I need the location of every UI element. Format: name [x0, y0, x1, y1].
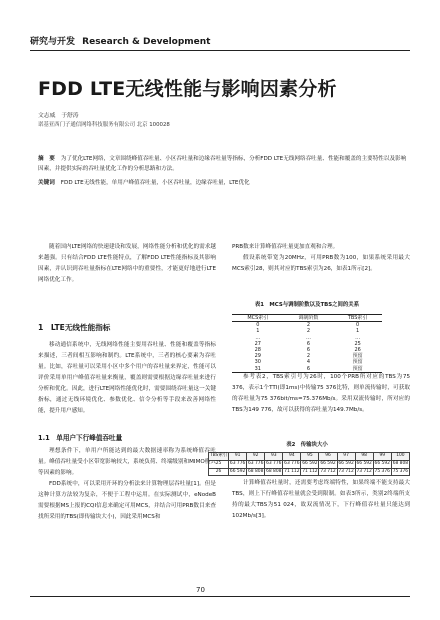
- section-1-1-text1: 理想条件下，单用户所能达到的最大数据速率称为系统峰值吞吐量。峰值吞吐量受小区带宽影响较大，系统负荷、终端级别和MIMO模式等因素的影响。: [38, 448, 216, 476]
- table-1-cell: 1: [256, 328, 260, 335]
- table-1-header-cell: TBS索引: [347, 315, 368, 321]
- table-2-header-cell: 98: [355, 453, 373, 461]
- right-para-2: 假设系统带宽为20MHz，可用PRB数为100，如果系统采用最大MCS索引28，则其对应的TBS索引为26，如表1所示[2]。: [232, 255, 410, 272]
- table-2-header-row: [209, 453, 410, 461]
- table-2-header-cell: 92: [247, 453, 265, 461]
- table-1-cell: 0: [256, 322, 260, 329]
- table-2-cell: 26: [209, 468, 229, 476]
- table-2-cell: 73 712: [319, 468, 337, 476]
- paper-authors: 文志威 于舒涛: [38, 113, 79, 119]
- intro-paragraph: [38, 242, 216, 286]
- section-1-1-body: [38, 446, 216, 523]
- table-2-header-cell: 91: [229, 453, 247, 461]
- table-2-cell: 71 112: [283, 468, 301, 476]
- table-1-cell: …: [255, 334, 261, 341]
- table-1-cell: 4: [306, 359, 311, 366]
- table-2-cell: 75 376: [391, 468, 409, 476]
- table-1-row: [232, 335, 382, 341]
- page-number: 70: [196, 586, 205, 594]
- right-para-1: PRB数来计算峰值吞吐量更加直观和合理。: [232, 244, 339, 250]
- table-2-cell: 71 112: [301, 468, 319, 476]
- table-2-cell: 63 776: [247, 460, 265, 468]
- table-1-cell: 2: [306, 322, 311, 329]
- journal-header: [30, 36, 410, 51]
- keywords-text: FDD LTE无线性能，单用户峰值吞吐量，小区吞吐量，边缘吞吐量，LTE优化: [60, 180, 250, 186]
- table-1-cell: …: [355, 334, 361, 341]
- table-1-header-row: [232, 315, 382, 322]
- intro-text: 随着国内LTE网络的快速建设和发展，网络性能分析和优化的需求越来越强。只有结合FDD LTE性能特点，了解FDD LTE性能指标及其影响因素，并认识到吞吐量指标在LTE网络中的重要性，才能更好地进行LTE网络优化工作。: [38, 244, 216, 283]
- table-2-header-cell: 96: [319, 453, 337, 461]
- table-2-cell: 73 712: [337, 468, 355, 476]
- table-1-caption: 表1 MCS与调制阶数以及TBS之间的关系: [254, 302, 360, 308]
- table-2-row: [209, 468, 410, 476]
- table-2-cell: 66 592: [229, 468, 247, 476]
- table-1-cell: 6: [306, 340, 311, 347]
- section-1-heading: 1 LTE无线性能指标: [38, 323, 111, 332]
- abstract-label: 摘 要: [38, 156, 55, 162]
- table-2-cell: 68 808: [391, 460, 409, 468]
- table-1-cell: 预留: [352, 359, 363, 366]
- section-1-text: 移动通信系统中，无线网络性能主要用吞吐量、性能和覆盖等指标来描述，三者间相互影响和制约。LTE系统中，三者的核心要素为吞吐量。比如，吞吐量可以采用小区中多个用户的吞吐量来界定，性能可以评价采用单用户峰值吞吐量来衡量，覆盖则需要根据边缘吞吐量来进行分析和优化。因此，进行LTE网络性能优化时，需要围绕吞吐量这一关键指标，通过无线环境优化、参数优化、信令分析等手段来改善网络性能，提升用户感知。: [38, 342, 216, 414]
- abstract-text: 为了优化LTE网络，文章围绕峰值吞吐量、小区吞吐量和边缘吞吐量等指标，分析FDD LTE无线网络吞吐量、性能和覆盖的主要特性以及影响因素，并提供实际的吞吐量优化工作的分析思路和方法。: [38, 156, 407, 172]
- table-2-cell: 63 776: [283, 460, 301, 468]
- table-2-cell: 25: [209, 460, 229, 468]
- table-2-header-label: TBS索引: [209, 453, 229, 461]
- table-2-cell: 66 592: [373, 460, 391, 468]
- right-column-top: [232, 242, 410, 275]
- abstract: [38, 154, 408, 174]
- right-para-4: 计算峰值吞吐量时，还需要考虑终端特性，如果终端不能支持最大TBS，则上下行峰值吞吐量就会受到限制。如表3所示，类别2终端所支持的最大TBS为51 024，故双流情况下，下行峰值吞吐量只能达到102Mb/s[3]。: [232, 480, 410, 519]
- table-1-row: [232, 322, 382, 329]
- table-2-caption: 表2 传输块大小: [286, 442, 328, 448]
- table-1-cell: 25: [354, 340, 361, 347]
- table-2-header-cell: 99: [373, 453, 391, 461]
- keywords-label: 关键词: [38, 180, 55, 186]
- table-2-cell: 63 776: [265, 460, 283, 468]
- table-2-row: [209, 460, 410, 468]
- section-1-1-text2: FDD系统中，可以采用开环的分析法来计算物理层吞吐量[1]。但是这种计算方法较为复杂，不便于工程中运用。在实际测试中，eNodeB需要根据MS上报的CQI信息来确定可用MCS，并结合可用PRB数目来查找所采用的TBS(即传输块大小)，因此采用MCS和: [38, 481, 216, 520]
- table-2-cell: 66 592: [337, 460, 355, 468]
- table-1-cell: 27: [254, 340, 261, 347]
- table-1-cell: 1: [356, 328, 360, 335]
- right-column-bottom: [232, 478, 410, 522]
- header-section-cn: 研究与开发: [30, 37, 76, 47]
- table-2-cell: 66 592: [319, 460, 337, 468]
- header-section-en: Research & Development: [82, 37, 211, 47]
- table-1-cell: 26: [354, 347, 361, 354]
- table-1-header-cell: 调制阶数: [298, 315, 319, 321]
- table-2-header-cell: 100: [391, 453, 409, 461]
- table-2-header-cell: 95: [301, 453, 319, 461]
- table-1-cell: 6: [306, 365, 311, 372]
- table-2-cell: 63 776: [229, 460, 247, 468]
- table-1-cell: 预留: [352, 365, 363, 372]
- table-2-cell: 68 808: [265, 468, 283, 476]
- paper-affiliation: 诺基亚西门子通信网络科技服务有限公司 北京 100028: [38, 122, 170, 128]
- right-para-3: 参考表2，TBS索引号为26时，100个PRB所对应的TBS为75 376，表示1个TTI(即1ms)中传输75 376比特，则单流传输时，可获取的吞吐量为75 376bit/ms=75.376Mb/s。采用双流传输时，所对应的TBS为149 776，故可以获得的吞吐量为149.7Mb/s。: [232, 374, 410, 413]
- keywords: [38, 178, 408, 188]
- table-1-cell: 28: [254, 347, 261, 354]
- table-1-cell: 31: [254, 365, 261, 372]
- table-1-header-cell: MCS索引: [247, 315, 269, 321]
- table-1-cell: …: [305, 334, 311, 341]
- right-column-middle: [232, 372, 410, 416]
- table-1-cell: 预留: [352, 353, 363, 360]
- table-1-row: [232, 359, 382, 365]
- section-1-1-heading: 1.1 单用户下行峰值吞吐量: [38, 434, 123, 442]
- table-1-cell: 29: [254, 353, 261, 360]
- section-1-body: [38, 340, 216, 417]
- table-2-cell: 66 592: [355, 460, 373, 468]
- table-2: [208, 452, 410, 476]
- paper-title: FDD LTE无线性能与影响因素分析: [38, 78, 337, 100]
- table-2-cell: 66 592: [301, 460, 319, 468]
- table-1-cell: 2: [306, 353, 311, 360]
- table-2-cell: 73 712: [355, 468, 373, 476]
- table-1-cell: 2: [306, 328, 311, 335]
- table-2-cell: 68 808: [247, 468, 265, 476]
- table-1-cell: 0: [356, 322, 360, 329]
- table-1: [232, 314, 382, 373]
- footer-rule: [30, 596, 410, 597]
- table-2-header-cell: 94: [283, 453, 301, 461]
- table-2-header-cell: 93: [265, 453, 283, 461]
- table-1-cell: 30: [254, 359, 261, 366]
- table-2-header-cell: 97: [337, 453, 355, 461]
- table-2-cell: 75 376: [373, 468, 391, 476]
- table-1-cell: 6: [306, 347, 311, 354]
